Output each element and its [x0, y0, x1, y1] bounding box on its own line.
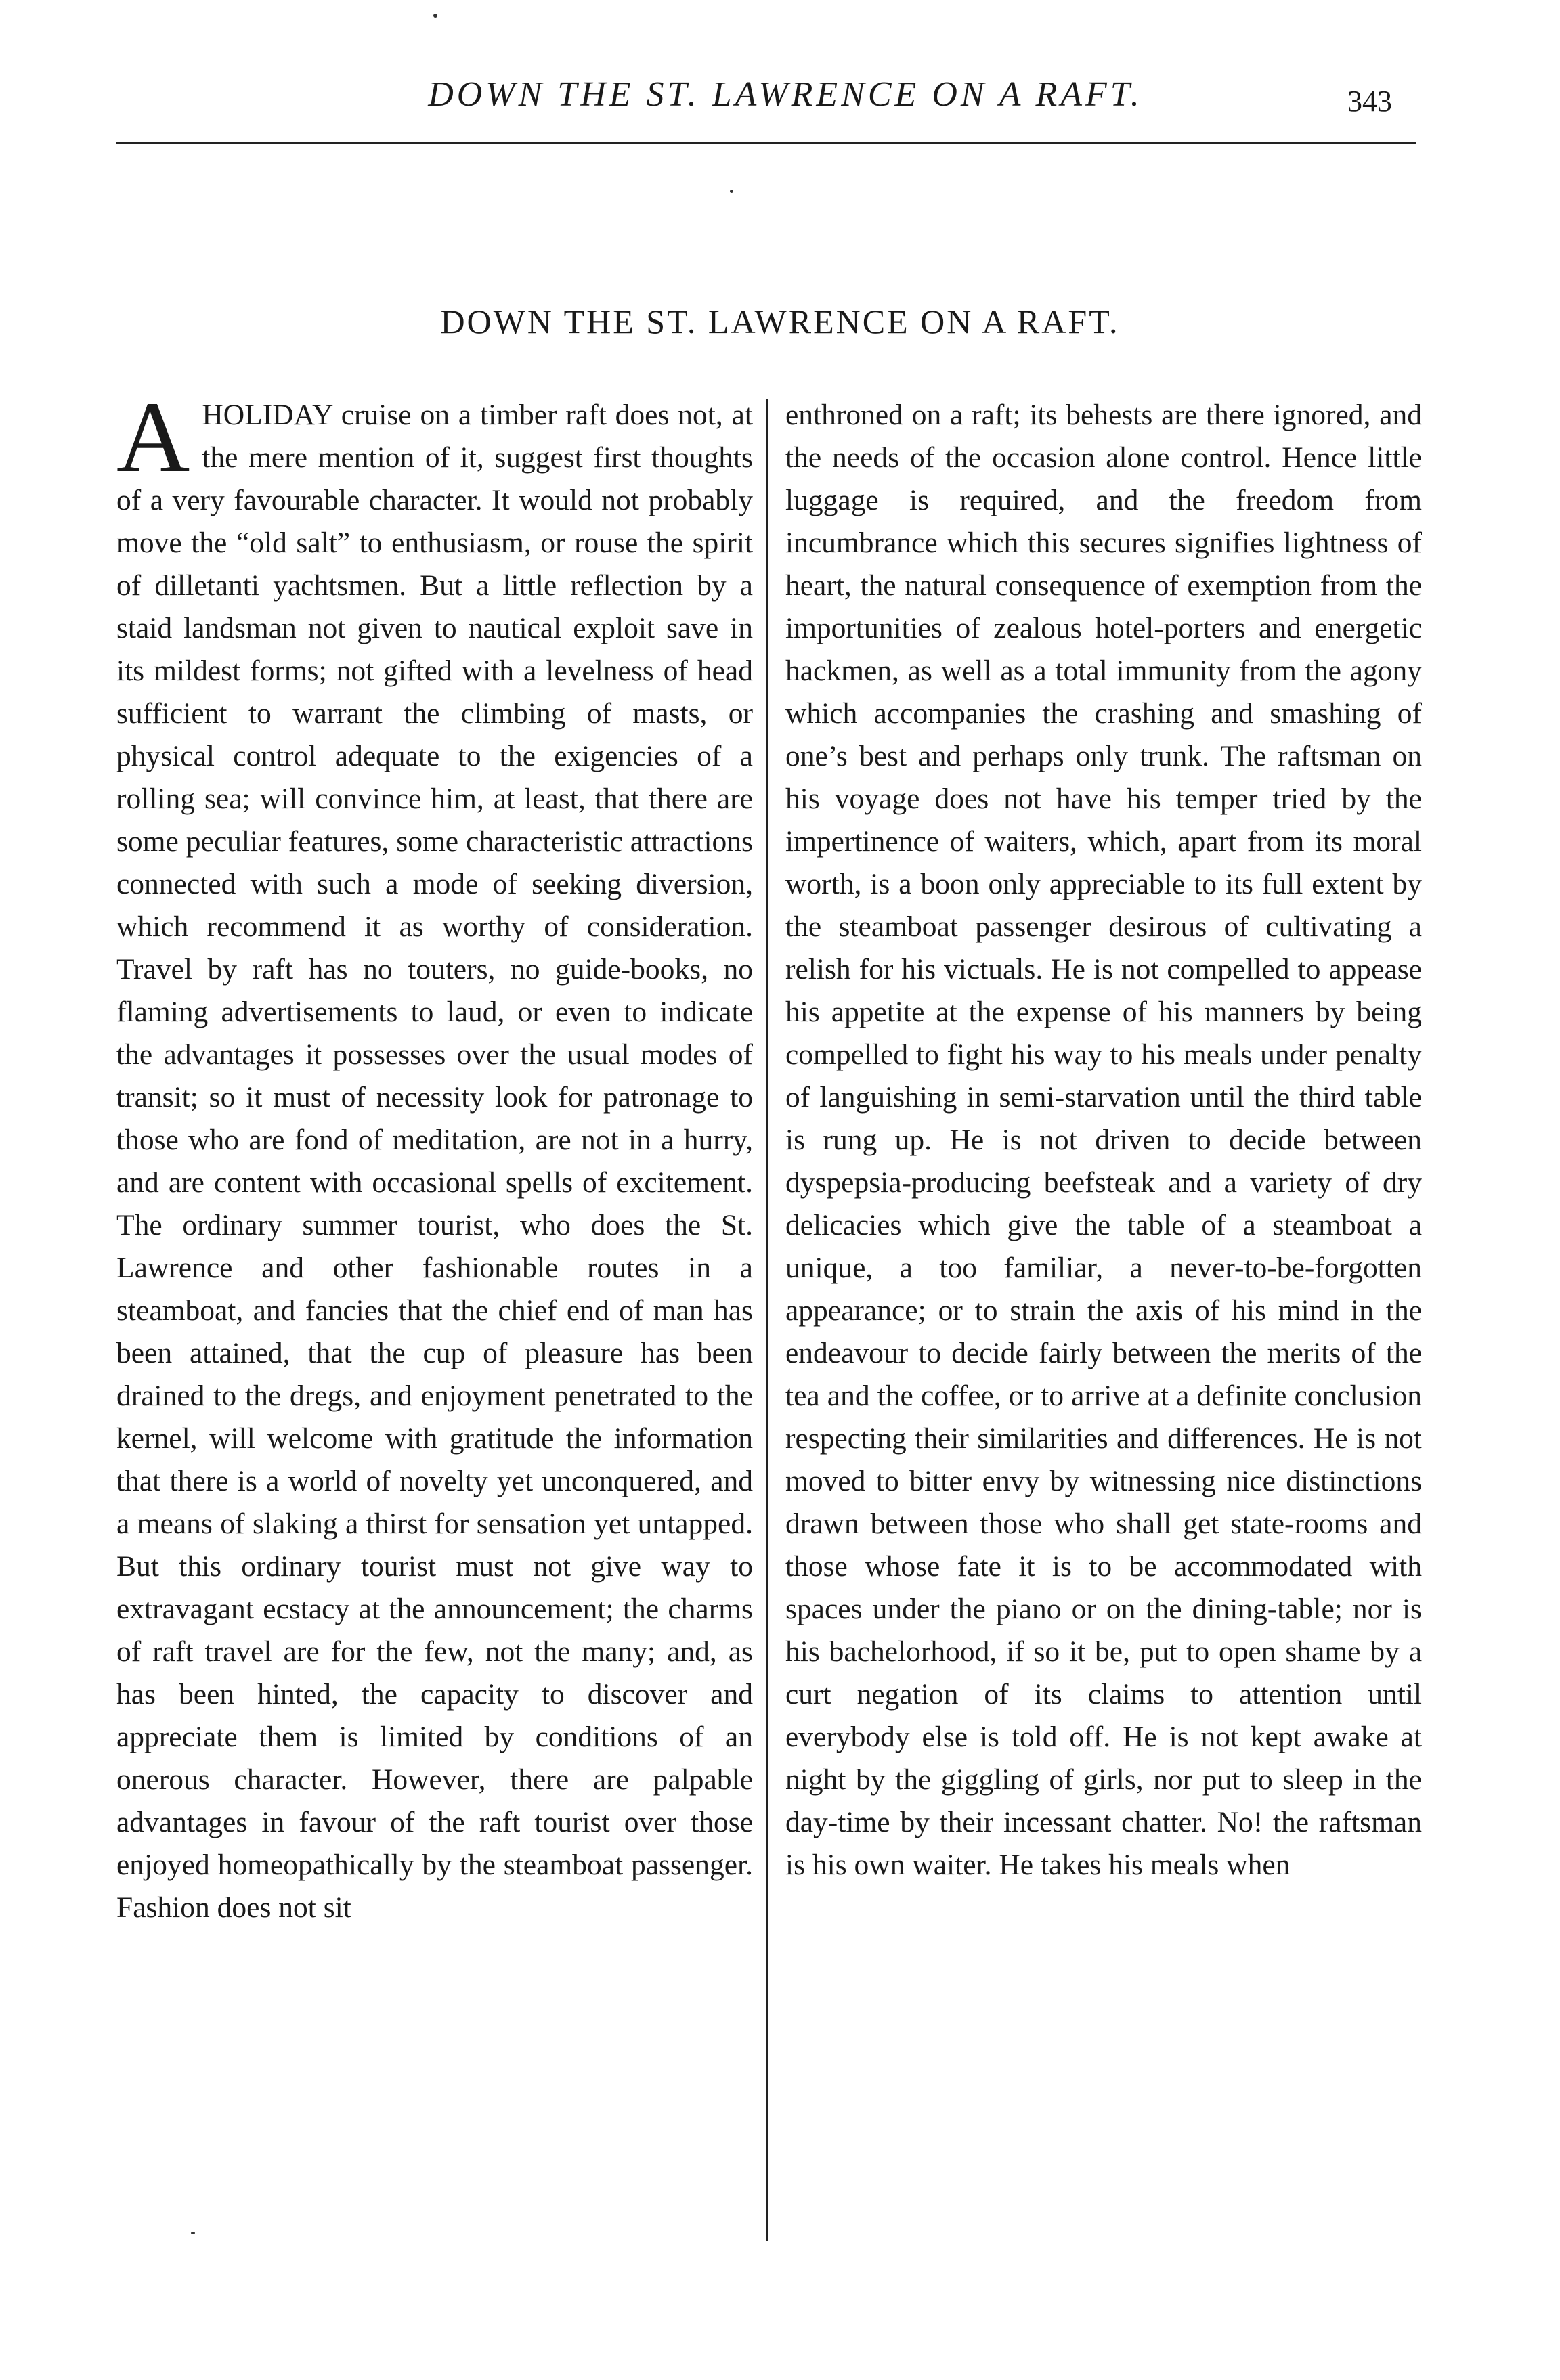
right-column-text: enthroned on a raft; its behests are there ignored, and the needs of the occasion alone control. Hence little luggage is required, and the freedom from incumbrance which this secures signifies lightness of heart, the natural consequence of exemption from the importunities of zealous hotel-porters and energetic hackmen, as well as a total immunity from the agony which accompanies the crashing and smashing of one’s best and perhaps only trunk. The raftsman on his voyage does not have his temper tried by the impertinence of waiters, which, apart from its moral worth, is a boon only appreciable to its full extent by the steamboat passenger desirous of cultivating a relish for his victuals. He is not compelled to appease his appetite at the expense of his manners by being compelled to fight his way to his meals under penalty of languishing in semi-starvation until the third table is rung up. He is not driven to decide between dyspepsia-producing beefsteak and a variety of dry delicacies which give the table of a steamboat a unique, a too familiar, a never-to-be-forgotten appearance; or to strain the axis of his mind in the endeavour to decide fairly between the merits of the tea and the coffee, or to arrive at a definite conclusion respecting their similarities and differences. He is not moved to bitter envy by witnessing nice distinctions drawn between those who shall get state-rooms and those whose fate it is to be accommodated with spaces under the piano or on the dining-table; nor is his bachelorhood, if so it be, put to open shame by a curt negation of its claims to attention until everybody else is told off. He is not kept awake at night by the giggling of girls, nor put to sleep in the day-time by their incessant chatter. No! the raftsman is his own waiter. He takes his meals when — [785, 399, 1422, 1881]
header-rule — [116, 142, 1416, 144]
article-title: DOWN THE ST. LAWRENCE ON A RAFT. — [440, 303, 1120, 340]
running-head — [0, 74, 1560, 129]
scan-speck — [191, 2232, 195, 2234]
page-number: 343 — [1347, 85, 1392, 118]
scan-speck — [433, 14, 437, 18]
scan-speck — [730, 190, 733, 193]
drop-cap: A — [116, 381, 190, 493]
left-column — [116, 381, 753, 1929]
left-column-text: HOLIDAY cruise on a timber raft does not, at the mere mention of it, suggest first thoughts of a very favourable character. It would not probably move the “old salt” to enthusiasm, or rouse the spirit of dilletanti yachtsmen. But a little reflection by a staid landsman not given to nautical exploit save in its mildest forms; not gifted with a levelness of head sufficient to warrant the climbing of masts, or physical control adequate to the exigencies of a rolling sea; will convince him, at least, that there are some peculiar features, some characteristic attractions connected with such a mode of seeking diversion, which recommend it as worthy of consideration. Travel by raft has no touters, no guide-books, no flaming advertisements to laud, or even to indicate the advantages it possesses over the usual modes of transit; so it must of necessity look for patronage to those who are fond of meditation, are not in a hurry, and are content with occasional spells of excitement. The ordinary summer tourist, who does the St. Lawrence and other fashionable routes in a steamboat, and fancies that the chief end of man has been attained, that the cup of pleasure has been drained to the dregs, and enjoyment penetrated to the kernel, will welcome with gratitude the information that there is a world of novelty yet unconquered, and a means of slaking a thirst for sensation yet untapped. But this ordinary tourist must not give way to extravagant ecstacy at the announcement; the charms of raft travel are for the few, not the many; and, as has been hinted, the capacity to discover and appreciate them is limited by conditions of an onerous character. However, there are palpable advantages in favour of the raft tourist over those enjoyed homeopathically by the steamboat passenger. Fashion does not sit — [116, 399, 753, 1924]
running-title: DOWN THE ST. LAWRENCE ON A RAFT. — [428, 75, 1143, 114]
column-divider — [766, 399, 768, 2241]
right-column — [785, 394, 1422, 1887]
